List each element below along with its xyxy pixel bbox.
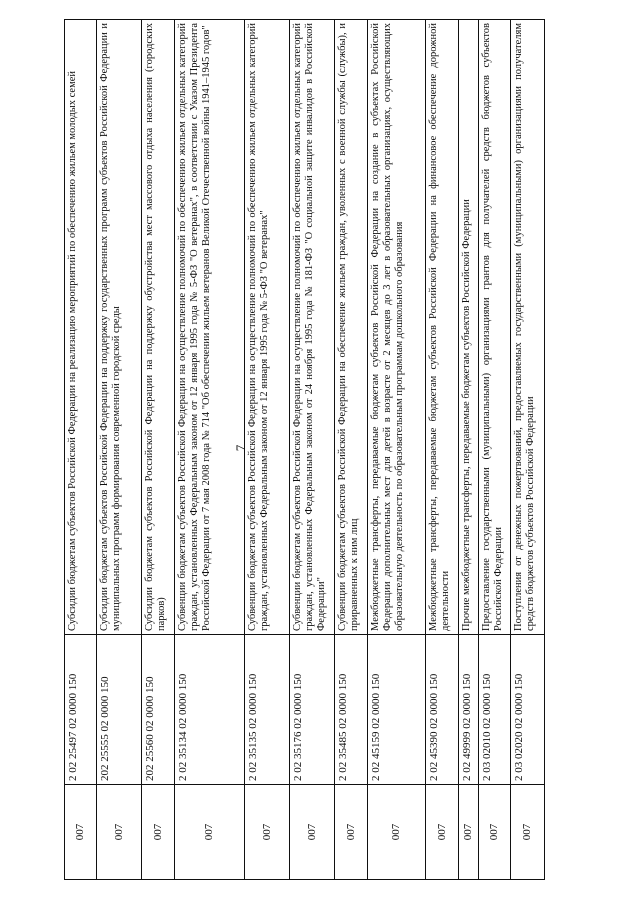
admin-code-cell: 007 [65, 785, 97, 880]
kbk-code-cell: 2 02 45390 02 0000 150 [426, 635, 459, 785]
table-row [426, 20, 459, 880]
table-row [290, 20, 335, 880]
kbk-code-cell: 2 02 35134 02 0000 150 [175, 635, 245, 785]
table-body [65, 20, 545, 880]
kbk-code-cell: 2 02 35485 02 0000 150 [335, 635, 368, 785]
description-cell: Прочие межбюджетные трансферты, передаваемые бюджетам субъектов Российской Федерации [459, 20, 479, 635]
admin-code-cell: 007 [290, 785, 335, 880]
rotated-document [64, 20, 544, 880]
description-cell: Субвенции бюджетам субъектов Российской Федерации на обеспечение жильем граждан, уволенных с военной службы (службы), и приравненных к ним лиц [335, 20, 368, 635]
kbk-code-cell: 2 02 35176 02 0000 150 [290, 635, 335, 785]
kbk-code-cell: 2 02 45159 02 0000 150 [368, 635, 426, 785]
description-cell: Поступления от денежных пожертвований, предоставляемых государственными (муниципальными) организациями получателям средств бюджетов субъектов Российской Федерации [511, 20, 545, 635]
description-cell: Субсидии бюджетам субъектов Российской Федерации на поддержку обустройства мест массового отдыха населения (городских парков) [142, 20, 175, 635]
kbk-code-cell: 202 25560 02 0000 150 [142, 635, 175, 785]
kbk-code-cell: 202 25555 02 0000 150 [97, 635, 142, 785]
description-cell: Предоставление государственными (муниципальными) организациями грантов для получателей средств бюджетов субъектов Российской Федерации [479, 20, 511, 635]
kbk-code-cell: 2 02 35135 02 0000 150 [245, 635, 290, 785]
table-row [368, 20, 426, 880]
revenue-codes-table [64, 19, 545, 880]
description-cell: Субвенции бюджетам субъектов Российской Федерации на осуществление полномочий по обеспечению жильем отдельных категорий граждан, установленных Федеральным законом от 12 января 1995 года № 5-ФЗ "О ветеранах" [245, 20, 290, 635]
admin-code-cell: 007 [511, 785, 545, 880]
table-row [245, 20, 290, 880]
table-row [175, 20, 245, 880]
description-cell: Межбюджетные трансферты, передаваемые бюджетам субъектов Российской Федерации на финансовое обеспечение дорожной деятельности [426, 20, 459, 635]
admin-code-cell: 007 [459, 785, 479, 880]
description-cell: Субвенции бюджетам субъектов Российской Федерации на осуществление полномочий по обеспечению жильем отдельных категорий граждан, установленных Федеральным законом от 24 ноября 1995 года № 181-ФЗ "О социальной защите инвалидов в Российской Федерации" [290, 20, 335, 635]
admin-code-cell: 007 [335, 785, 368, 880]
admin-code-cell: 007 [426, 785, 459, 880]
description-cell: Межбюджетные трансферты, передаваемые бюджетам субъектов Российской Федерации на создание в субъектах Российской Федерации дополнительных мест для детей в возрасте от 2 месяцев до 3 лет в образовательных организациях, осуществляющих образовательную деятельность по образовательным программам дошкольного образования [368, 20, 426, 635]
page-number: 7 [233, 444, 248, 452]
table-row [97, 20, 142, 880]
admin-code-cell: 007 [97, 785, 142, 880]
admin-code-cell: 007 [175, 785, 245, 880]
table-row [142, 20, 175, 880]
kbk-code-cell: 2 02 25497 02 0000 150 [65, 635, 97, 785]
admin-code-cell: 007 [368, 785, 426, 880]
kbk-code-cell: 2 03 02020 02 0000 150 [511, 635, 545, 785]
kbk-code-cell: 2 03 02010 02 0000 150 [479, 635, 511, 785]
admin-code-cell: 007 [479, 785, 511, 880]
table-row [65, 20, 97, 880]
description-cell: Субсидии бюджетам субъектов Российской Федерации на поддержку государственных программ субъектов Российской Федерации и муниципальных программ формирования современной городской среды [97, 20, 142, 635]
table-row [511, 20, 545, 880]
description-cell: Субсидии бюджетам субъектов Российской Федерации на реализацию мероприятий по обеспечению жильем молодых семей [65, 20, 97, 635]
kbk-code-cell: 2 02 49999 02 0000 150 [459, 635, 479, 785]
table-row [479, 20, 511, 880]
table-row [335, 20, 368, 880]
admin-code-cell: 007 [142, 785, 175, 880]
table-row [459, 20, 479, 880]
description-cell: Субвенции бюджетам субъектов Российской Федерации на осуществление полномочий по обеспечению жильем отдельных категорий граждан, установленных Федеральным законом от 12 января 1995 года № 5-ФЗ "О ветеранах", в соответствии с Указом Президента Российской Федерации от 7 мая 2008 года № 714 "Об обеспечении жильем ветеранов Великой Отечественной войны 1941–1945 годов" [175, 20, 245, 635]
admin-code-cell: 007 [245, 785, 290, 880]
